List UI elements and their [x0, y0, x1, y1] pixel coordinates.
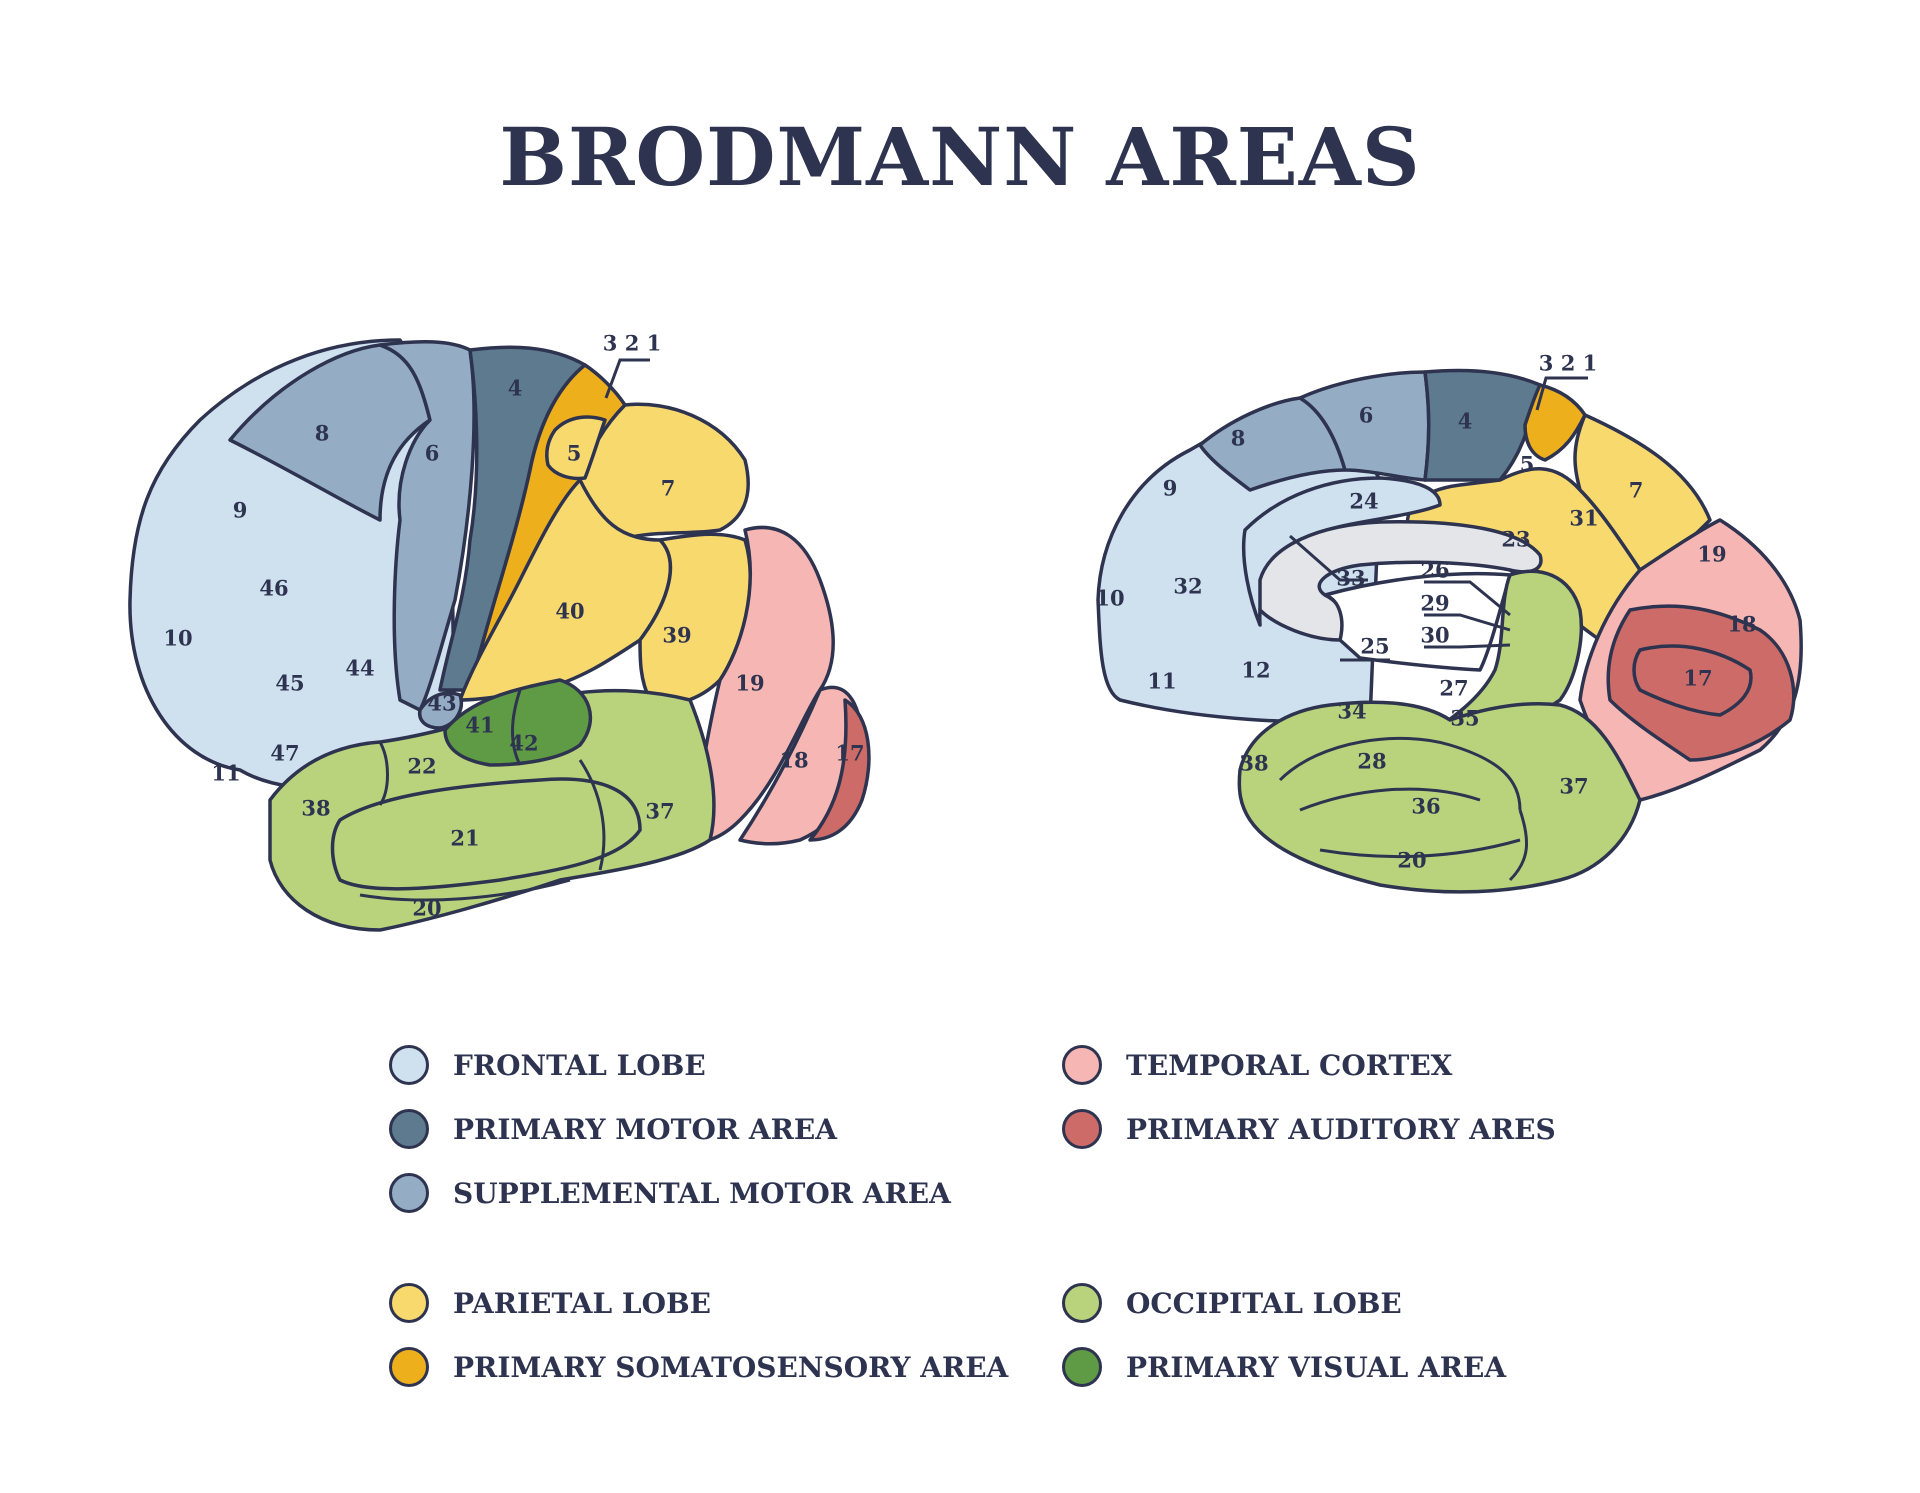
lateral-callout: 3 2 1: [602, 330, 662, 356]
legend-label: PRIMARY SOMATOSENSORY AREA: [453, 1350, 1009, 1384]
lateral-label: 9: [232, 497, 248, 523]
legend-label: FRONTAL LOBE: [453, 1048, 706, 1082]
medial-label: 7: [1628, 477, 1644, 503]
medial-label: 25: [1360, 633, 1390, 659]
medial-label: 28: [1357, 748, 1387, 774]
medial-label: 27: [1439, 675, 1469, 701]
legend-label: PRIMARY AUDITORY ARES: [1126, 1112, 1556, 1146]
legend-label: OCCIPITAL LOBE: [1126, 1286, 1402, 1320]
medial-label: 37: [1559, 773, 1589, 799]
legend-swatch-frontal: [389, 1045, 429, 1085]
lateral-label: 4: [507, 375, 523, 401]
medial-label: 4: [1457, 408, 1473, 434]
legend-item-supplemental-motor: [389, 1168, 951, 1218]
legend-label: SUPPLEMENTAL MOTOR AREA: [453, 1176, 951, 1210]
lateral-label: 39: [662, 622, 692, 648]
legend-item-primary-somatosensory: [389, 1342, 1008, 1392]
lateral-label: 21: [450, 825, 480, 851]
medial-label: 26: [1420, 557, 1450, 583]
lateral-label: 47: [270, 740, 300, 766]
medial-label: 8: [1230, 425, 1246, 451]
lateral-label: 41: [465, 712, 495, 738]
legend-swatch-primary-auditory: [1062, 1109, 1102, 1149]
legend-swatch-supplemental-motor: [389, 1173, 429, 1213]
medial-label: 5: [1519, 451, 1535, 477]
medial-label: 17: [1683, 665, 1713, 691]
medial-label: 20: [1397, 847, 1427, 873]
lateral-label: 40: [555, 598, 585, 624]
legend-swatch-occipital: [1062, 1283, 1102, 1323]
legend-item-parietal: [389, 1278, 711, 1328]
lateral-label: 45: [275, 670, 305, 696]
medial-label: 23: [1501, 526, 1531, 552]
legend-swatch-primary-somatosensory: [389, 1347, 429, 1387]
lateral-brain-view: [130, 331, 869, 931]
medial-label: 32: [1173, 573, 1203, 599]
medial-label: 12: [1241, 657, 1271, 683]
lateral-label: 46: [259, 575, 289, 601]
lateral-label: 42: [509, 730, 539, 756]
lateral-label: 6: [424, 440, 440, 466]
medial-label: 9: [1162, 475, 1178, 501]
medial-label: 31: [1569, 505, 1599, 531]
legend-label: PRIMARY MOTOR AREA: [453, 1112, 837, 1146]
lateral-label: 20: [412, 895, 442, 921]
legend-item-occipital: [1062, 1278, 1402, 1328]
lateral-label: 10: [163, 625, 193, 651]
medial-label: 10: [1095, 585, 1125, 611]
legend-item-frontal: [389, 1040, 706, 1090]
legend-item-primary-visual: [1062, 1342, 1506, 1392]
page-title: BRODMANN AREAS: [499, 110, 1421, 204]
medial-brain-view: [1095, 351, 1801, 892]
medial-label: 18: [1727, 611, 1757, 637]
medial-label: 30: [1420, 622, 1450, 648]
legend-item-primary-motor: [389, 1104, 837, 1154]
lateral-label: 38: [301, 795, 331, 821]
lateral-label: 37: [645, 798, 675, 824]
lateral-label: 43: [427, 690, 457, 716]
lateral-label: 7: [660, 475, 676, 501]
lateral-label: 44: [345, 655, 375, 681]
medial-label: 11: [1147, 668, 1177, 694]
medial-label: 24: [1349, 488, 1379, 514]
medial-callout: 3 2 1: [1538, 350, 1598, 376]
medial-label: 34: [1337, 698, 1367, 724]
lateral-label: 18: [779, 747, 809, 773]
medial-label: 29: [1420, 590, 1450, 616]
medial-label: 19: [1697, 541, 1727, 567]
medial-label: 38: [1239, 750, 1269, 776]
legend-swatch-primary-motor: [389, 1109, 429, 1149]
medial-label: 36: [1411, 793, 1441, 819]
medial-label: 35: [1450, 705, 1480, 731]
lateral-label: 5: [566, 440, 582, 466]
legend-swatch-primary-visual: [1062, 1347, 1102, 1387]
legend-swatch-parietal: [389, 1283, 429, 1323]
lateral-label: 8: [314, 420, 330, 446]
legend-item-temporal: [1062, 1040, 1452, 1090]
lateral-label: 11: [211, 760, 241, 786]
medial-label: 6: [1358, 402, 1374, 428]
lateral-label: 17: [835, 740, 865, 766]
lateral-label: 22: [407, 753, 437, 779]
lateral-label: 19: [735, 670, 765, 696]
legend-label: PARIETAL LOBE: [453, 1286, 712, 1320]
medial-label: 33: [1336, 565, 1366, 591]
legend-item-primary-auditory: [1062, 1104, 1556, 1154]
legend-swatch-temporal: [1062, 1045, 1102, 1085]
legend-label: PRIMARY VISUAL AREA: [1126, 1350, 1507, 1384]
legend-label: TEMPORAL CORTEX: [1126, 1048, 1453, 1082]
